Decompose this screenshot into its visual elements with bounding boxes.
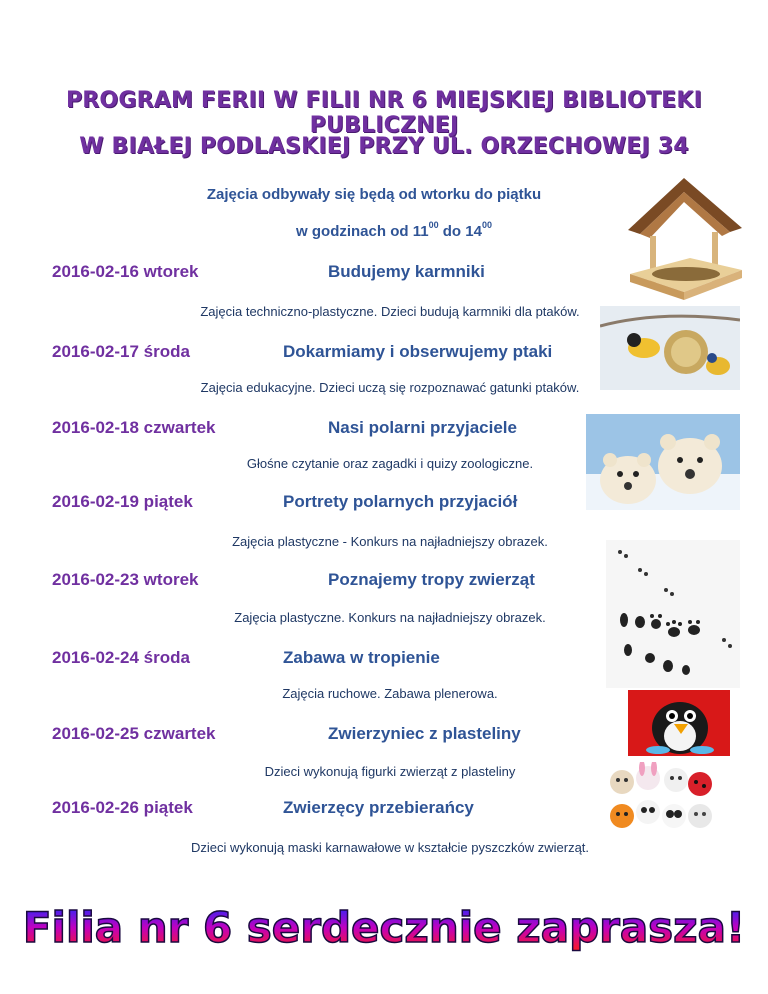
description-5: Zajęcia plastyczne. Konkurs na najładniejszy obrazek. bbox=[234, 610, 546, 625]
activity-6: Zabawa w tropienie bbox=[283, 648, 440, 667]
activity-5: Poznajemy tropy zwierząt bbox=[328, 570, 535, 589]
activity-1: Budujemy karmniki bbox=[328, 262, 485, 281]
activity-3: Nasi polarni przyjaciele bbox=[328, 418, 517, 437]
intro-hours-mid: do 14 bbox=[438, 223, 482, 240]
date-4: 2016-02-19 piątek bbox=[52, 492, 193, 511]
intro-hours-prefix: w godzinach od 11 bbox=[296, 223, 429, 240]
description-3: Głośne czytanie oraz zagadki i quizy zoologiczne. bbox=[246, 456, 534, 471]
program-title-line1: PROGRAM FERII W FILII NR 6 MIEJSKIEJ BIBLIOTEKI PUBLICZNEJ bbox=[65, 88, 703, 138]
intro-line1: Zajęcia odbywały się będą od wtorku do piątku bbox=[206, 186, 542, 203]
plasticine-penguin-image bbox=[628, 690, 730, 756]
date-7: 2016-02-25 czwartek bbox=[52, 724, 216, 743]
birds-image bbox=[600, 306, 740, 390]
polar-bears-image bbox=[586, 414, 740, 510]
date-8: 2016-02-26 piątek bbox=[52, 798, 193, 817]
description-2: Zajęcia edukacyjne. Dzieci uczą się rozpoznawać gatunki ptaków. bbox=[200, 380, 580, 395]
description-8: Dzieci wykonują maski karnawałowe w kształcie pyszczków zwierząt. bbox=[190, 840, 590, 855]
closing-invitation bbox=[0, 888, 768, 968]
program-title-line2: W BIAŁEJ PODLASKIEJ PRZY UL. ORZECHOWEJ 34 bbox=[79, 134, 689, 159]
date-2: 2016-02-17 środa bbox=[52, 342, 190, 361]
intro-end-minutes: 00 bbox=[481, 220, 492, 230]
activity-8: Zwierzęcy przebierańcy bbox=[283, 798, 474, 817]
description-7: Dzieci wykonują figurki zwierząt z plasteliny bbox=[264, 764, 516, 779]
animal-masks-image bbox=[606, 762, 718, 838]
description-1: Zajęcia techniczno-plastyczne. Dzieci budują karmniki dla ptaków. bbox=[200, 304, 580, 319]
activity-7: Zwierzyniec z plasteliny bbox=[328, 724, 521, 743]
date-6: 2016-02-24 środa bbox=[52, 648, 190, 667]
description-6: Zajęcia ruchowe. Zabawa plenerowa. bbox=[282, 686, 498, 701]
bird-feeder-image bbox=[620, 170, 750, 302]
intro-start-minutes: 00 bbox=[428, 220, 439, 230]
date-3: 2016-02-18 czwartek bbox=[52, 418, 216, 437]
date-5: 2016-02-23 wtorek bbox=[52, 570, 199, 589]
date-1: 2016-02-16 wtorek bbox=[52, 262, 199, 281]
closing-text: Filia nr 6 serdecznie zaprasza! bbox=[22, 903, 746, 952]
activity-4: Portrety polarnych przyjaciół bbox=[283, 492, 518, 511]
activity-2: Dokarmiamy i obserwujemy ptaki bbox=[283, 342, 553, 361]
description-4: Zajęcia plastyczne - Konkurs na najładniejszy obrazek. bbox=[232, 534, 548, 549]
animal-tracks-image bbox=[606, 540, 740, 688]
